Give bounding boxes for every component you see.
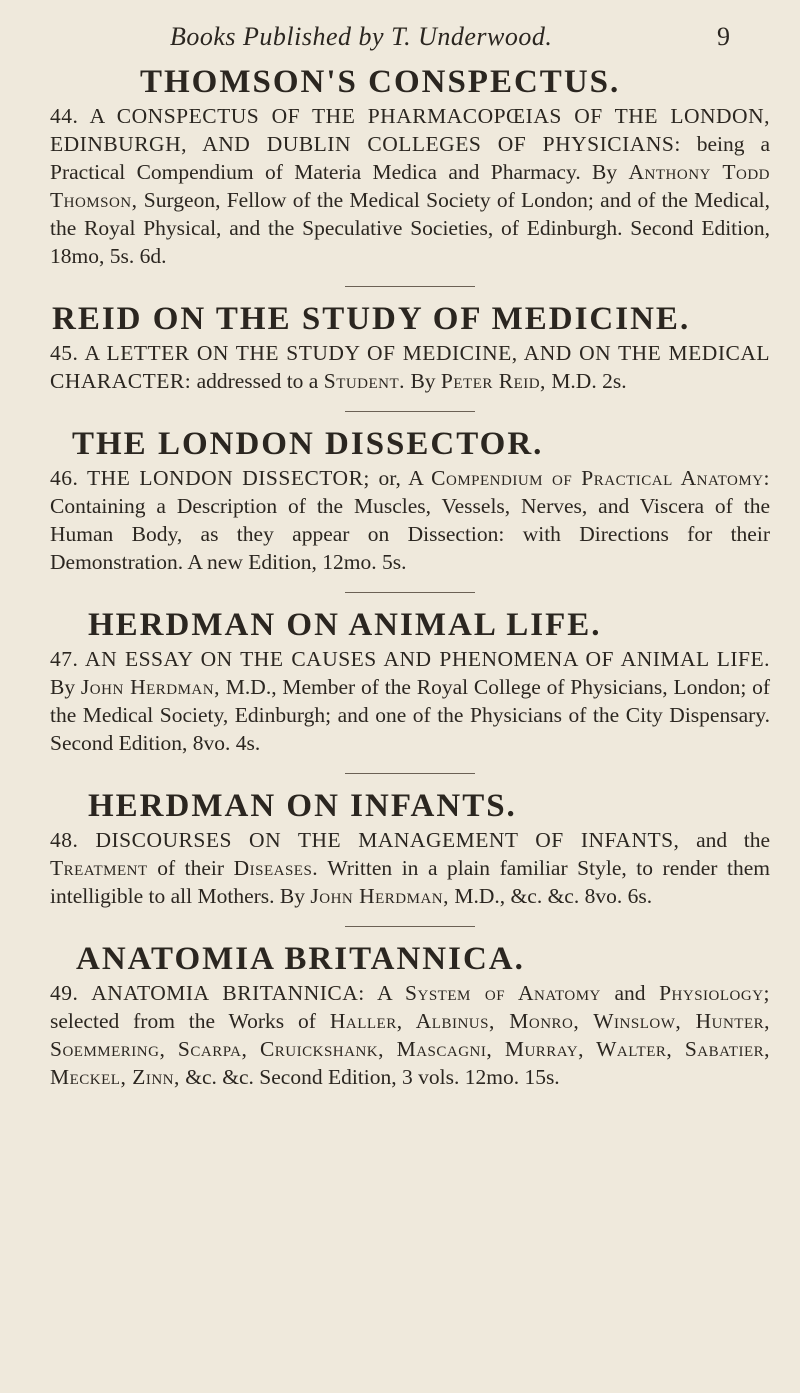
entry-system: System of Anatomy [405, 981, 601, 1005]
section-divider [345, 592, 475, 593]
entry-heading: THOMSON'S CONSPECTUS. [140, 64, 621, 100]
entry-author: Peter Reid, [440, 369, 546, 393]
book-advertisement-page [0, 22, 800, 1393]
entry-text: By [50, 675, 76, 699]
entry-author: John Herdman, [80, 675, 220, 699]
entry-heading: HERDMAN ON INFANTS. [88, 788, 517, 824]
entry-text: being a Practical Compendium of Materia Medica and Pharmacy. By [50, 132, 771, 184]
entry-body [50, 102, 770, 270]
entry-text: selected from the Works of [50, 1009, 316, 1033]
entry-herdman-infants [50, 786, 770, 910]
section-divider [345, 411, 475, 412]
entry-text: of their [157, 856, 225, 880]
entry-heading: ANATOMIA BRITANNICA. [76, 941, 525, 977]
entry-student: Student. [323, 369, 406, 393]
entry-text: A [377, 981, 392, 1005]
entry-anatomia-britannica [50, 939, 770, 1091]
entry-author: Anthony Todd Thomson, [50, 160, 770, 212]
entry-text: addressed to a [196, 369, 319, 393]
entry-text: Surgeon, Fellow of the Medical Society of London; and of the Medical, the Royal Physical, and the Speculative Societies, of Edinburgh. Second Edition, 18mo, 5s. 6d. [50, 188, 770, 268]
entry-london-dissector [50, 424, 770, 576]
entry-text: or, A [378, 466, 423, 490]
entry-lead: 48. DISCOURSES ON THE MANAGEMENT OF INFANTS, [50, 828, 680, 852]
entry-body [50, 339, 770, 395]
entry-text: M.D. 2s. [551, 369, 627, 393]
entry-herdman-animal-life [50, 605, 770, 757]
entry-heading: HERDMAN ON ANIMAL LIFE. [88, 607, 602, 643]
section-divider [345, 926, 475, 927]
entry-author: John Herdman, [310, 884, 450, 908]
entry-text: M.D., Member of the Royal College of Physicians, London; of the Medical Society, Edinburgh; and one of the Physicians of the City Dispensary. Second Edition, 8vo. 4s. [50, 675, 771, 755]
page-number: 9 [717, 22, 730, 51]
entry-treatment: Treatment [50, 856, 148, 880]
entry-heading: THE LONDON DISSECTOR. [72, 426, 544, 462]
entry-thomson-conspectus [50, 62, 770, 270]
entry-subtitle: Compendium of Practical Anatomy: [431, 466, 771, 490]
entry-text: Containing a Description of the Muscles, Vessels, Nerves, and Viscera of the Human Body, as they appear on Dissection: with Directions for their Demonstration. A new Edition, 12mo. 5s. [50, 494, 770, 574]
entry-lead: 46. THE LONDON DISSECTOR; [50, 466, 370, 490]
entry-body [50, 826, 770, 910]
entry-lead: 45. A LETTER ON THE STUDY OF MEDICINE, AND ON THE MEDICAL CHARACTER: [50, 341, 770, 393]
entry-text: By [410, 369, 436, 393]
entry-lead: 49. ANATOMIA BRITANNICA: [50, 981, 365, 1005]
entry-text: Written in a plain familiar Style, to render them intelligible to all Mothers. By [50, 856, 770, 908]
running-title: Books Published by T. Underwood. [170, 22, 553, 51]
entry-reid-study-of-medicine [50, 299, 770, 395]
entry-diseases: Diseases. [233, 856, 319, 880]
entry-text: M.D., &c. &c. 8vo. 6s. [454, 884, 653, 908]
running-head [50, 22, 770, 56]
entry-lead: 47. AN ESSAY ON THE CAUSES AND PHENOMENA OF ANIMAL LIFE. [50, 647, 770, 671]
section-divider [345, 773, 475, 774]
entry-text: and the [696, 828, 770, 852]
entry-text: &c. &c. Second Edition, 3 vols. 12mo. 15s. [185, 1065, 560, 1089]
entry-author-names: Haller, Albinus, Monro, Winslow, Hunter, Soemmering, Scarpa, Cruickshank, Mascagni, Murray, Walter, Sabatier, Meckel, Zinn, [50, 1009, 771, 1089]
entry-body [50, 645, 770, 757]
entry-text: and [614, 981, 646, 1005]
section-divider [345, 286, 475, 287]
entry-body [50, 979, 770, 1091]
entry-heading: REID ON THE STUDY OF MEDICINE. [52, 301, 691, 337]
entry-physiology: Physiology; [659, 981, 771, 1005]
entry-body [50, 464, 770, 576]
entry-lead: 44. A CONSPECTUS OF THE PHARMACOPŒIAS OF THE LONDON, EDINBURGH, AND DUBLIN COLLEGES OF PHYSICIANS: [50, 104, 770, 156]
